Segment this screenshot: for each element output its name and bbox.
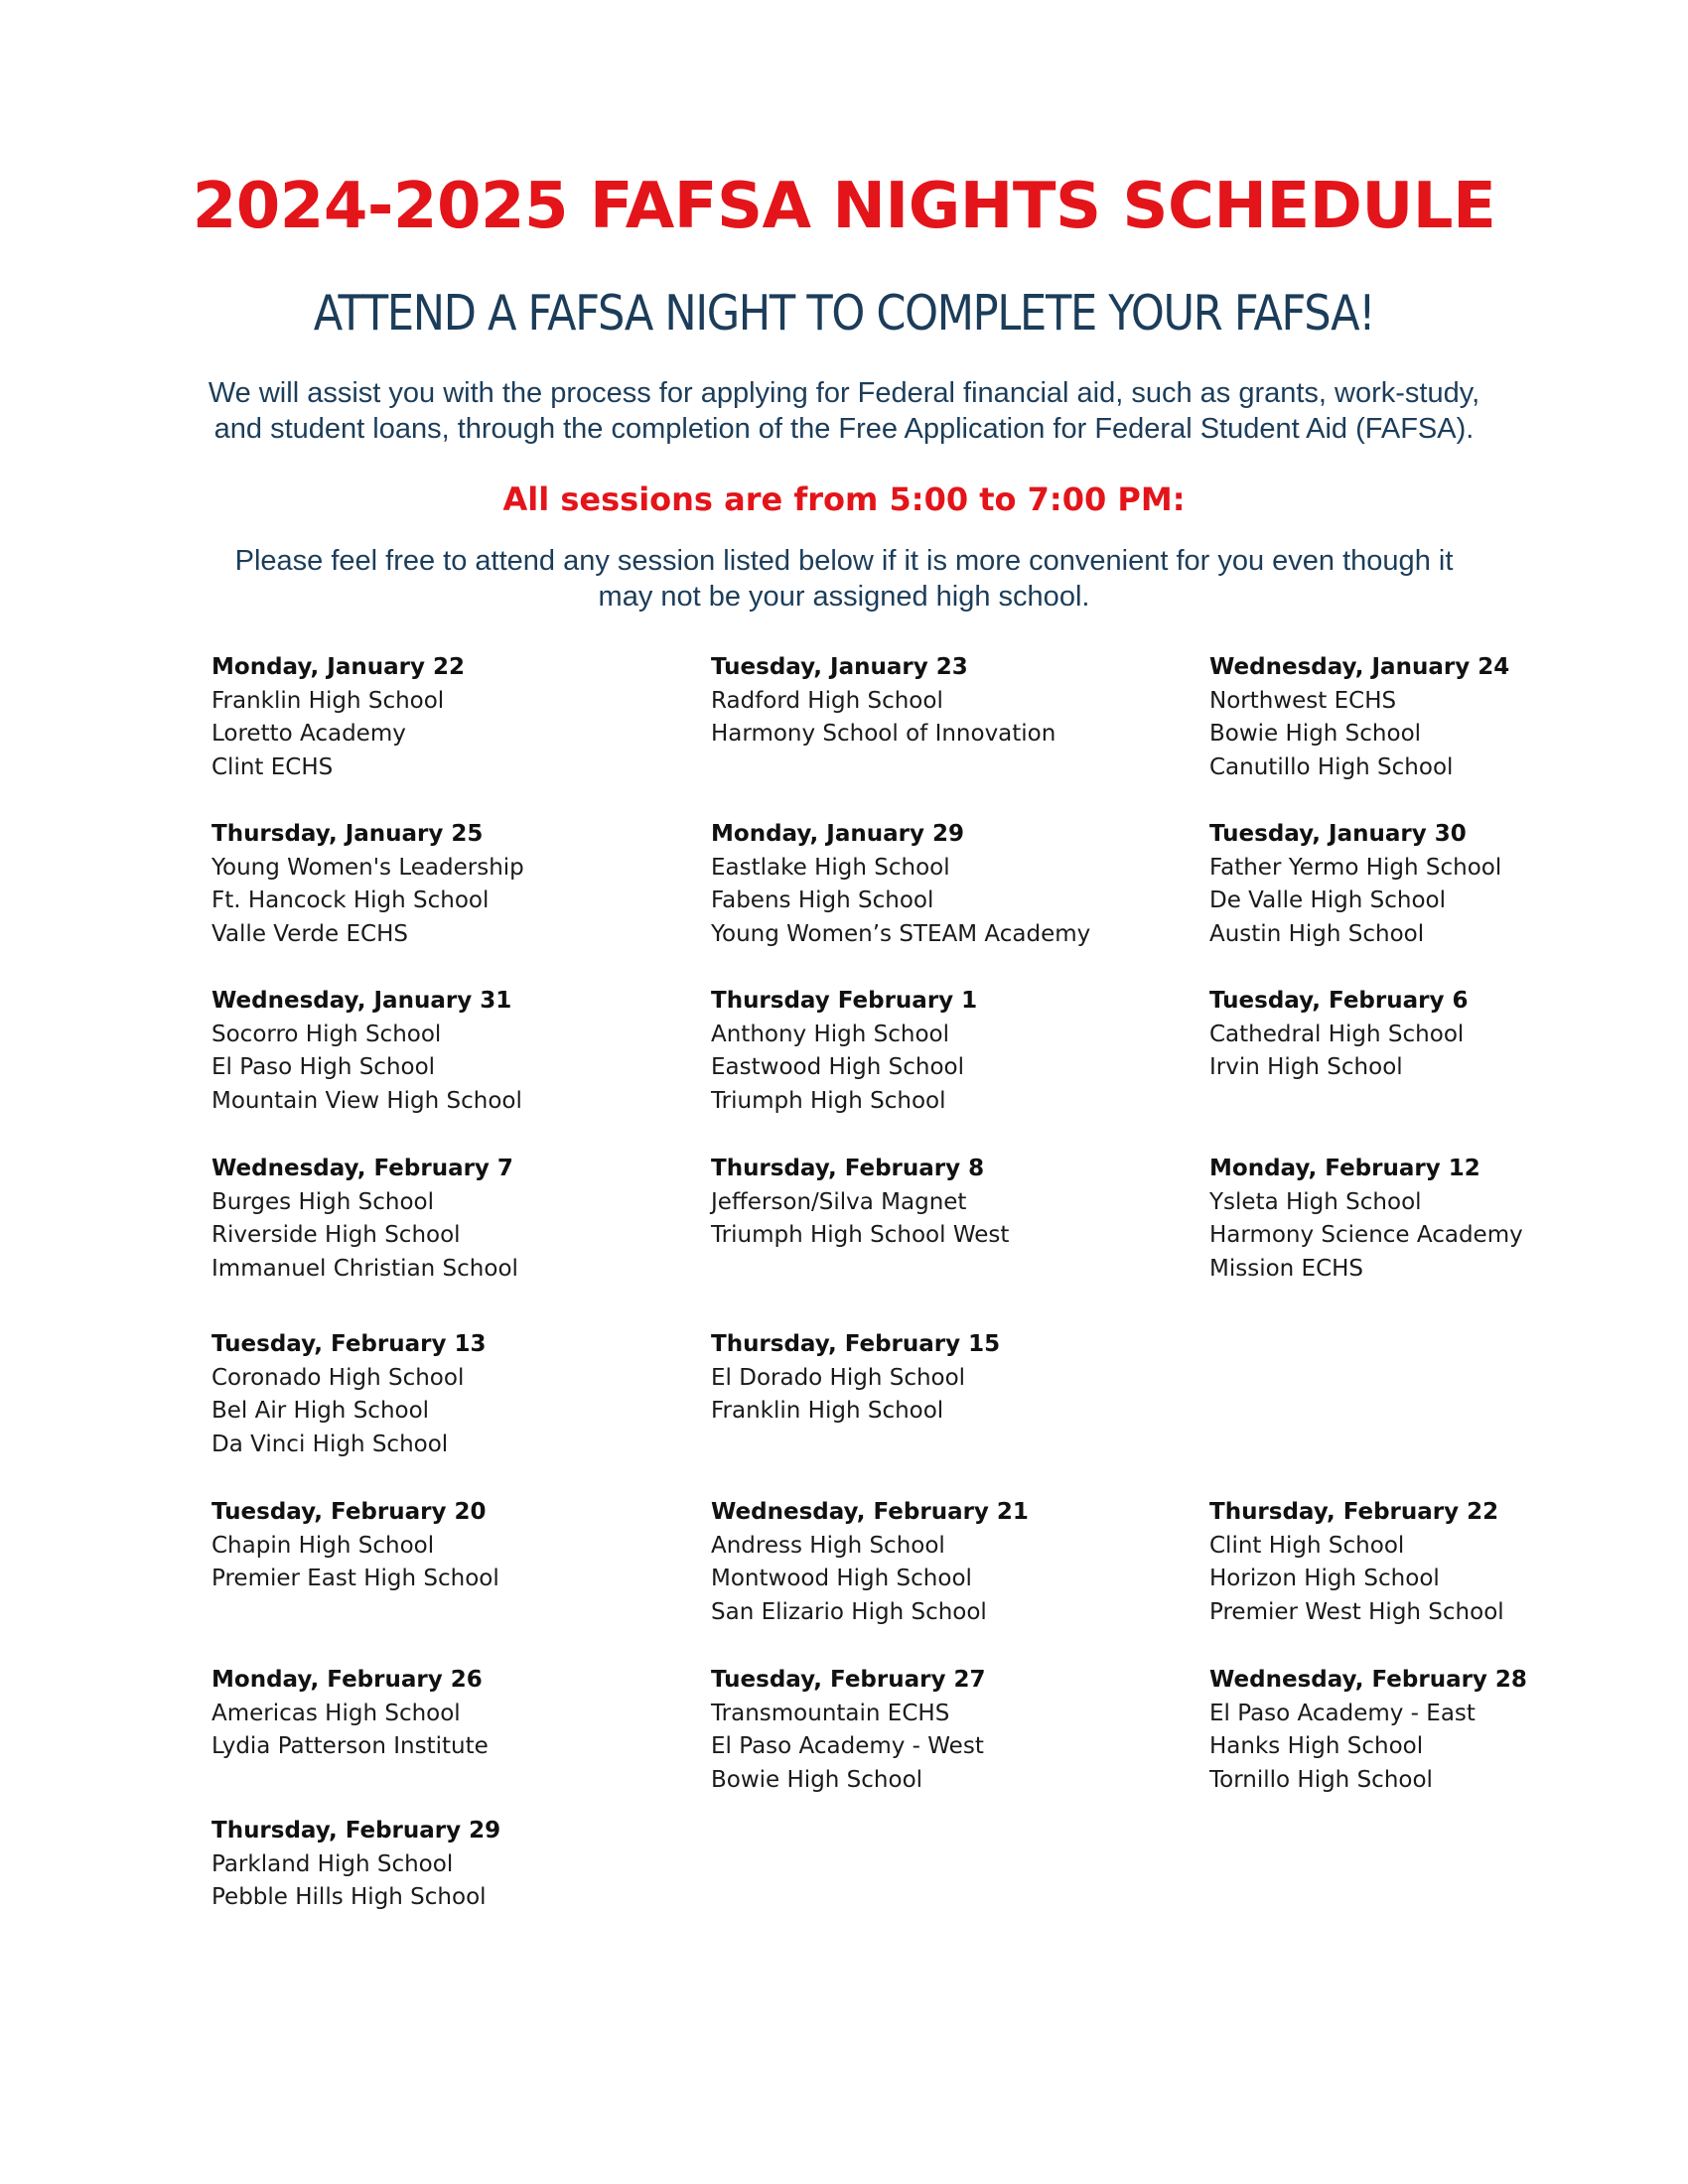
school-name: Young Women’s STEAM Academy (711, 921, 1091, 948)
session-day: Thursday, January 25 (211, 821, 484, 847)
session-day: Tuesday, January 30 (1209, 821, 1467, 847)
school-name: Ysleta High School (1209, 1188, 1422, 1215)
session-block (711, 1328, 1000, 1429)
school-name: Franklin High School (211, 687, 445, 714)
school-name: El Dorado High School (711, 1364, 966, 1391)
session-day: Thursday, February 15 (711, 1331, 1001, 1357)
school-name: Hanks High School (1209, 1733, 1424, 1760)
school-name: Chapin High School (211, 1532, 435, 1559)
school-name: Anthony High School (711, 1021, 950, 1047)
school-name: Lydia Patterson Institute (211, 1733, 489, 1760)
session-day: Thursday February 1 (711, 988, 978, 1014)
session-block (711, 1153, 1009, 1253)
session-hours: All sessions are from 5:00 to 7:00 PM: (502, 480, 1186, 518)
session-block (1209, 1664, 1527, 1798)
school-name: Loretto Academy (211, 721, 406, 748)
session-day: Wednesday, February 21 (711, 1499, 1029, 1525)
attendance-note (199, 543, 1489, 614)
session-day: Monday, February 12 (1209, 1156, 1480, 1181)
session-day: Wednesday, January 31 (211, 988, 512, 1014)
school-name: Socorro High School (211, 1021, 442, 1047)
intro-line: We will assist you with the process for applying for Federal financial aid, such as grants, work-study, (208, 377, 1480, 409)
school-name: Bowie High School (711, 1767, 923, 1794)
session-day: Monday, February 26 (211, 1667, 483, 1693)
session-block (211, 1815, 500, 1915)
school-name: Irvin High School (1209, 1054, 1403, 1081)
school-name: Eastwood High School (711, 1054, 965, 1081)
school-name: Mission ECHS (1209, 1256, 1364, 1283)
note-line: may not be your assigned high school. (598, 581, 1090, 613)
session-day: Thursday, February 22 (1209, 1499, 1499, 1525)
school-name: Da Vinci High School (211, 1432, 449, 1458)
session-block (211, 818, 524, 952)
school-name: Radford High School (711, 687, 943, 714)
session-block (1209, 1153, 1523, 1287)
session-day: Monday, January 29 (711, 821, 964, 847)
school-name: El Paso Academy - West (711, 1733, 984, 1760)
session-block (1209, 985, 1468, 1085)
school-name: Transmountain ECHS (711, 1700, 950, 1726)
school-name: Jefferson/Silva Magnet (711, 1188, 967, 1215)
school-name: Northwest ECHS (1209, 687, 1397, 714)
session-block (211, 1153, 518, 1287)
page-title: 2024-2025 FAFSA NIGHTS SCHEDULE (192, 170, 1496, 243)
school-name: Austin High School (1209, 921, 1425, 948)
note-line: Please feel free to attend any session listed below if it is more convenient for you even though it (234, 545, 1454, 577)
session-block (211, 1328, 486, 1462)
school-name: Riverside High School (211, 1222, 461, 1249)
school-name: San Elizario High School (711, 1599, 987, 1626)
school-name: Father Yermo High School (1209, 854, 1502, 881)
school-name: Premier West High School (1209, 1599, 1504, 1626)
school-name: El Paso Academy - East (1209, 1700, 1476, 1726)
school-name: Bel Air High School (211, 1398, 430, 1425)
session-day: Monday, January 22 (211, 654, 465, 680)
school-name: Mountain View High School (211, 1088, 522, 1115)
session-block (211, 1664, 489, 1764)
school-name: Canutillo High School (1209, 754, 1454, 781)
session-day: Tuesday, February 6 (1209, 988, 1469, 1014)
session-block (1209, 1496, 1504, 1630)
school-name: Tornillo High School (1209, 1767, 1433, 1794)
session-block (211, 985, 522, 1119)
school-name: Americas High School (211, 1700, 461, 1726)
school-name: Fabens High School (711, 887, 934, 914)
session-day: Tuesday, January 23 (711, 654, 968, 680)
session-day: Wednesday, January 24 (1209, 654, 1510, 680)
school-name: Harmony Science Academy (1209, 1222, 1523, 1249)
intro-paragraph (149, 375, 1539, 447)
session-block (211, 651, 465, 785)
school-name: Horizon High School (1209, 1566, 1440, 1592)
school-name: Coronado High School (211, 1364, 465, 1391)
school-name: Pebble Hills High School (211, 1884, 487, 1911)
session-day: Tuesday, February 13 (211, 1331, 487, 1357)
session-block (1209, 651, 1509, 785)
session-block (711, 818, 1090, 952)
session-block (711, 651, 1055, 751)
school-name: Immanuel Christian School (211, 1256, 518, 1283)
school-name: Clint High School (1209, 1532, 1405, 1559)
school-name: Burges High School (211, 1188, 434, 1215)
school-name: De Valle High School (1209, 887, 1446, 914)
school-name: Andress High School (711, 1532, 945, 1559)
session-day: Tuesday, February 20 (211, 1499, 487, 1525)
session-day: Tuesday, February 27 (711, 1667, 986, 1693)
session-block (711, 1496, 1029, 1630)
session-block (1209, 818, 1501, 952)
school-name: Eastlake High School (711, 854, 950, 881)
session-block (711, 1664, 985, 1798)
school-name: Cathedral High School (1209, 1021, 1465, 1047)
session-day: Wednesday, February 28 (1209, 1667, 1527, 1693)
school-name: Montwood High School (711, 1566, 972, 1592)
school-name: Triumph High School (711, 1088, 946, 1115)
school-name: Premier East High School (211, 1566, 499, 1592)
session-block (211, 1496, 499, 1596)
school-name: Franklin High School (711, 1398, 944, 1425)
school-name: Triumph High School West (711, 1222, 1010, 1249)
session-day: Wednesday, February 7 (211, 1156, 513, 1181)
school-name: Valle Verde ECHS (211, 921, 408, 948)
school-name: Harmony School of Innovation (711, 721, 1056, 748)
session-day: Thursday, February 8 (711, 1156, 985, 1181)
school-name: El Paso High School (211, 1054, 436, 1081)
school-name: Bowie High School (1209, 721, 1422, 748)
page-subtitle: ATTEND A FAFSA NIGHT TO COMPLETE YOUR FAFSA! (313, 285, 1375, 341)
school-name: Parkland High School (211, 1850, 454, 1877)
intro-line: and student loans, through the completion of the Free Application for Federal Student Aid (FAFSA). (213, 413, 1475, 445)
session-day: Thursday, February 29 (211, 1818, 501, 1843)
school-name: Young Women's Leadership (211, 854, 524, 881)
school-name: Clint ECHS (211, 754, 334, 781)
session-block (711, 985, 977, 1119)
school-name: Ft. Hancock High School (211, 887, 490, 914)
